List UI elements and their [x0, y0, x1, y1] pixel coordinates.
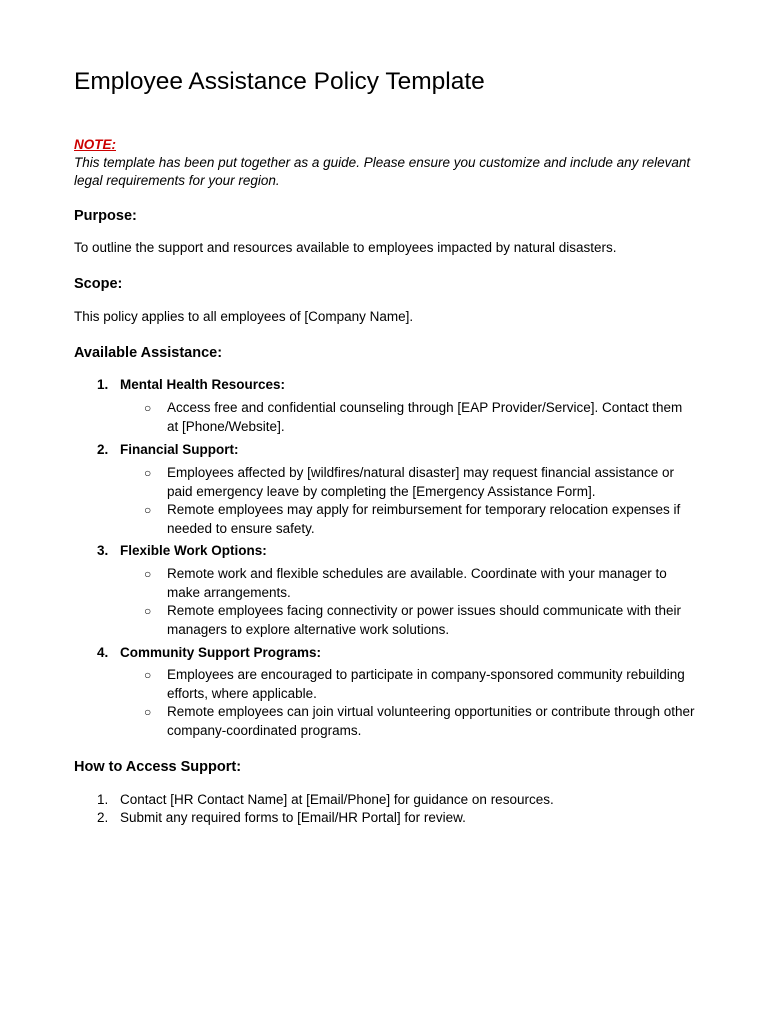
bullet-text: Employees are encouraged to participate in company-sponsored community rebuilding efforts, where applicable.: [167, 667, 685, 701]
bullet-text: Employees affected by [wildfires/natural disaster] may request financial assistance or paid emergency leave by completing the [Emergency Assistance Form].: [167, 465, 674, 499]
list-item-label: Financial Support:: [120, 442, 239, 457]
hollow-circle-bullet-icon: ○: [144, 604, 152, 618]
access-heading: How to Access Support:: [74, 759, 242, 775]
list-number: 1.: [97, 792, 109, 807]
note-label: NOTE:: [74, 137, 116, 152]
list-item-text: Contact [HR Contact Name] at [Email/Phone] for guidance on resources.: [120, 792, 554, 807]
hollow-circle-bullet-icon: ○: [144, 401, 152, 415]
bullet-text: Remote employees may apply for reimbursement for temporary relocation expenses if needed to ensure safety.: [167, 502, 681, 536]
bullet-text: Remote employees can join virtual volunteering opportunities or contribute through other company-coordinated programs.: [167, 704, 695, 738]
list-item-text: Submit any required forms to [Email/HR Portal] for review.: [120, 810, 466, 825]
bullet-text: Access free and confidential counseling through [EAP Provider/Service]. Contact them at [Phone/Website].: [167, 400, 683, 434]
list-item-label: Mental Health Resources:: [120, 377, 286, 392]
note-text: This template has been put together as a guide. Please ensure you customize and include any relevant legal requirements for your region.: [74, 155, 691, 188]
hollow-circle-bullet-icon: ○: [144, 668, 152, 682]
bullet-text: Remote employees facing connectivity or power issues should communicate with their managers to explore alternative work solutions.: [167, 603, 681, 637]
hollow-circle-bullet-icon: ○: [144, 705, 152, 719]
list-number: 1.: [97, 377, 109, 392]
scope-text: This policy applies to all employees of [Company Name].: [74, 309, 414, 324]
hollow-circle-bullet-icon: ○: [144, 567, 152, 581]
assistance-heading: Available Assistance:: [74, 345, 223, 361]
list-number: 2.: [97, 442, 109, 457]
hollow-circle-bullet-icon: ○: [144, 466, 152, 480]
list-item-label: Flexible Work Options:: [120, 543, 267, 558]
list-number: 2.: [97, 810, 109, 825]
list-item-label: Community Support Programs:: [120, 645, 322, 660]
scope-heading: Scope:: [74, 276, 123, 292]
hollow-circle-bullet-icon: ○: [144, 503, 152, 517]
list-number: 4.: [97, 645, 109, 660]
bullet-text: Remote work and flexible schedules are available. Coordinate with your manager to make arrangements.: [167, 566, 667, 600]
page-title: Employee Assistance Policy Template: [74, 68, 485, 95]
purpose-heading: Purpose:: [74, 208, 137, 224]
purpose-text: To outline the support and resources available to employees impacted by natural disasters.: [74, 240, 617, 255]
list-number: 3.: [97, 543, 109, 558]
